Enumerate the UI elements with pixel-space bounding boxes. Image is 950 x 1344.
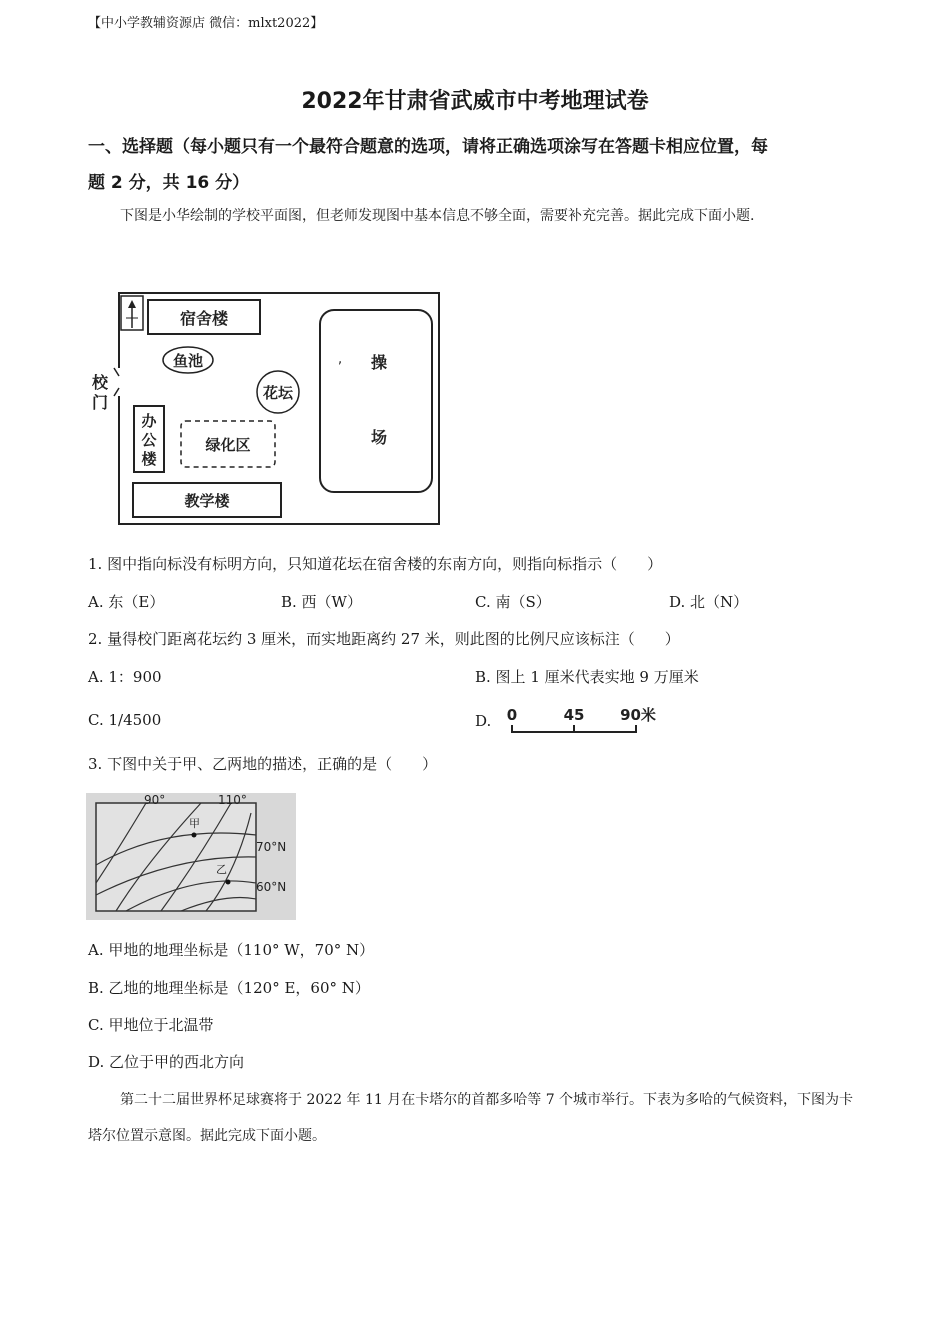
q1-option-b[interactable]: B. 西（W） xyxy=(281,593,362,611)
q2-stem: 2. 量得校门距离花坛约 3 厘米，而实地距离约 27 米，则此图的比例尺应该标注（ ） xyxy=(88,630,680,648)
q2-option-b[interactable]: B. 图上 1 厘米代表实地 9 万厘米 xyxy=(475,668,699,686)
page-header: 【中小学教辅资源店 微信：mlxt2022】 xyxy=(88,16,324,31)
q1-option-a[interactable]: A. 东（E） xyxy=(88,593,165,611)
playground-label-1: 操 xyxy=(370,353,388,372)
q3-stem: 3. 下图中关于甲、乙两地的描述，正确的是（ ） xyxy=(88,755,438,773)
q3-option-c[interactable]: C. 甲地位于北温带 xyxy=(88,1016,214,1034)
section-heading-line2: 题 2 分，共 16 分） xyxy=(88,173,250,193)
q3-option-d[interactable]: D. 乙位于甲的西北方向 xyxy=(88,1053,245,1071)
svg-text:,: , xyxy=(338,352,343,367)
section-heading-line1: 一、选择题（每小题只有一个最符合题意的选项，请将正确选项涂写在答题卡相应位置，每 xyxy=(88,137,768,157)
teach-label: 教学楼 xyxy=(184,492,230,510)
scale-bar xyxy=(500,700,670,740)
lat-label-60: 60°N xyxy=(256,880,287,894)
latlon-grid-map xyxy=(86,793,296,920)
q1-option-d[interactable]: D. 北（N） xyxy=(669,593,749,611)
scale-label-0: 0 xyxy=(506,706,518,724)
office-label-1: 办 xyxy=(141,412,157,430)
scale-label-90: 90米 xyxy=(620,706,656,724)
q3-option-b[interactable]: B. 乙地的地理坐标是（120° E，60° N） xyxy=(88,979,370,997)
q3-option-a[interactable]: A. 甲地的地理坐标是（110° W，70° N） xyxy=(88,941,375,959)
playground xyxy=(320,310,432,492)
q1-option-c[interactable]: C. 南（S） xyxy=(475,593,551,611)
green-label: 绿化区 xyxy=(205,436,251,454)
intro-paragraph-2: 第二十二届世界杯足球赛将于 2022 年 11 月在卡塔尔的首都多哈等 7 个城市举行。下表为多哈的气候资料，下图为卡塔尔位置示意图。据此完成下面小题。 xyxy=(88,1092,854,1144)
pond-label: 鱼池 xyxy=(172,352,204,370)
point-jia-label: 甲 xyxy=(189,817,200,830)
q2-option-a[interactable]: A. 1：900 xyxy=(88,668,162,686)
playground-label-2: 场 xyxy=(370,428,388,447)
direction-arrow-icon xyxy=(126,300,138,328)
office-label-2: 公 xyxy=(141,431,157,449)
q2-option-d[interactable]: D. xyxy=(475,712,492,730)
office-label-3: 楼 xyxy=(141,450,157,468)
q2-option-c[interactable]: C. 1/4500 xyxy=(88,711,162,729)
point-yi-label: 乙 xyxy=(216,863,227,876)
lon-label-110: 110° xyxy=(218,793,247,807)
intro-paragraph-1: 下图是小华绘制的学校平面图，但老师发现图中基本信息不够全面，需要补充完善。据此完成下面小题. xyxy=(120,208,755,224)
school-plan-map xyxy=(88,288,448,532)
lon-label-90: 90° xyxy=(144,793,166,807)
page-title: 2022年甘肃省武威市中考地理试卷 xyxy=(301,89,649,114)
q1-stem: 1. 图中指向标没有标明方向，只知道花坛在宿舍楼的东南方向，则指向标指示（ ） xyxy=(88,555,663,573)
gate-label-1: 校 xyxy=(91,373,109,392)
gate-label-2: 门 xyxy=(91,393,109,412)
flower-label: 花坛 xyxy=(262,384,294,402)
point-yi xyxy=(226,880,231,885)
dorm-label: 宿舍楼 xyxy=(179,309,229,328)
scale-label-45: 45 xyxy=(563,706,585,724)
lat-label-70: 70°N xyxy=(256,840,287,854)
point-jia xyxy=(192,833,197,838)
